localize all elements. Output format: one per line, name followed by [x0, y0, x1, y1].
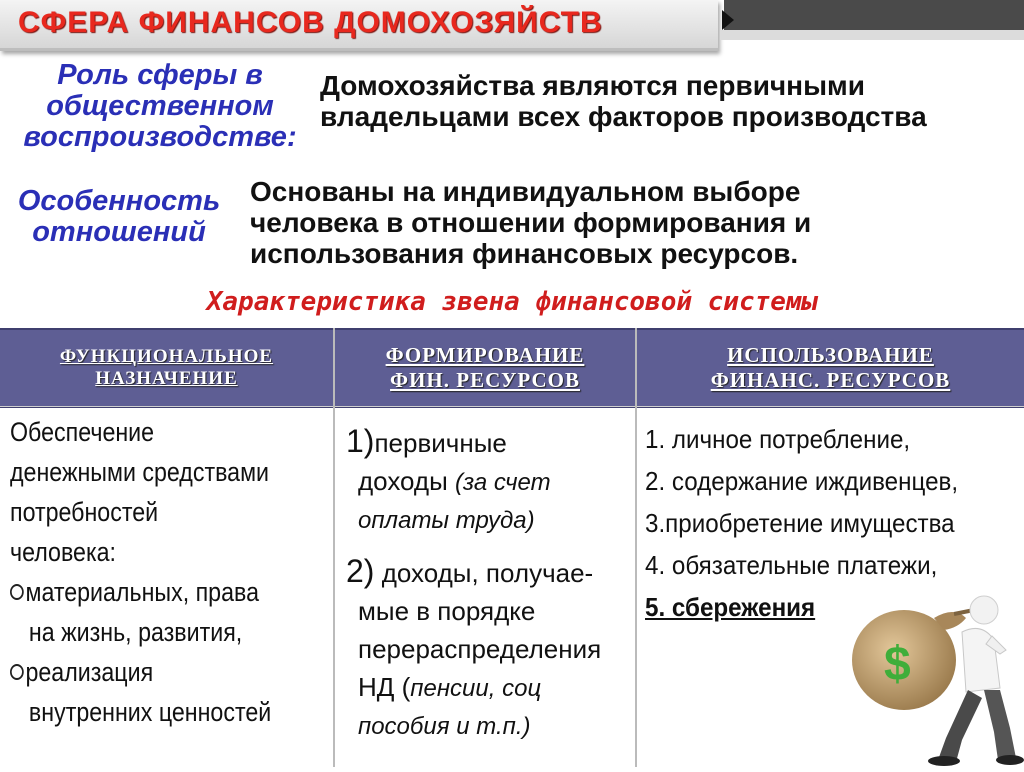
role-text: Домохозяйства являются первичными владельцами всех факторов производства [320, 70, 927, 132]
man-with-money-bag-icon [834, 588, 1024, 767]
money-bag-illustration [834, 588, 1024, 767]
decor-bar-dark [724, 0, 1024, 30]
slide-title: СФЕРА ФИНАНСОВ ДОМОХОЗЯЙСТВ [18, 6, 603, 39]
column-divider [333, 328, 335, 767]
list-item: 2. содержание иждивенцев, [645, 466, 959, 496]
circle-bullet-icon [10, 584, 24, 600]
list-item: 5. сбережения [645, 592, 816, 622]
column-divider [635, 328, 637, 767]
list-item: 1. личное потребление, [645, 424, 911, 454]
list-item: 3.приобретение имущества [645, 508, 955, 538]
header-usage: ИСПОЛЬЗОВАНИЕ ФИНАНС. РЕСУРСОВ [710, 343, 951, 392]
function-cell: Обеспечение денежными средствами потребностей человека: материальных, права на жизнь, развития, реализация внутренних ценностей [10, 412, 332, 732]
header-formation: ФОРМИРОВАНИЕ ФИН. РЕСУРСОВ [385, 343, 585, 392]
list-item: материальных, права [10, 572, 287, 612]
decor-triangle-icon [722, 10, 734, 30]
table-header [0, 328, 1024, 408]
role-label: Роль сферы в общественном воспроизводстве: [23, 59, 297, 153]
circle-bullet-icon [10, 664, 24, 680]
list-item: 2) доходы, получае- [346, 553, 594, 589]
header-function: ФУНКЦИОНАЛЬНОЕ НАЗНАЧЕНИЕ [59, 346, 274, 389]
list-item: реализация [10, 652, 287, 692]
svg-text:$: $ [884, 638, 911, 691]
title-box [0, 0, 718, 51]
feature-label: Особенность отношений [17, 185, 221, 248]
feature-text: Основаны на индивидуальном выборе человека в отношении формирования и использования финансовых ресурсов. [250, 176, 812, 269]
decor-bar-light [720, 30, 1024, 40]
section-title: Характеристика звена финансовой системы [206, 287, 818, 317]
formation-cell: 1)первичные доходы (за счет оплаты труда) 2) доходы, получае- мые в порядке перераспределения НД (пенсии, соц пособия и т.п.) [346, 422, 631, 746]
list-item: 1)первичные [346, 423, 507, 459]
list-item: 4. обязательные платежи, [645, 550, 938, 580]
